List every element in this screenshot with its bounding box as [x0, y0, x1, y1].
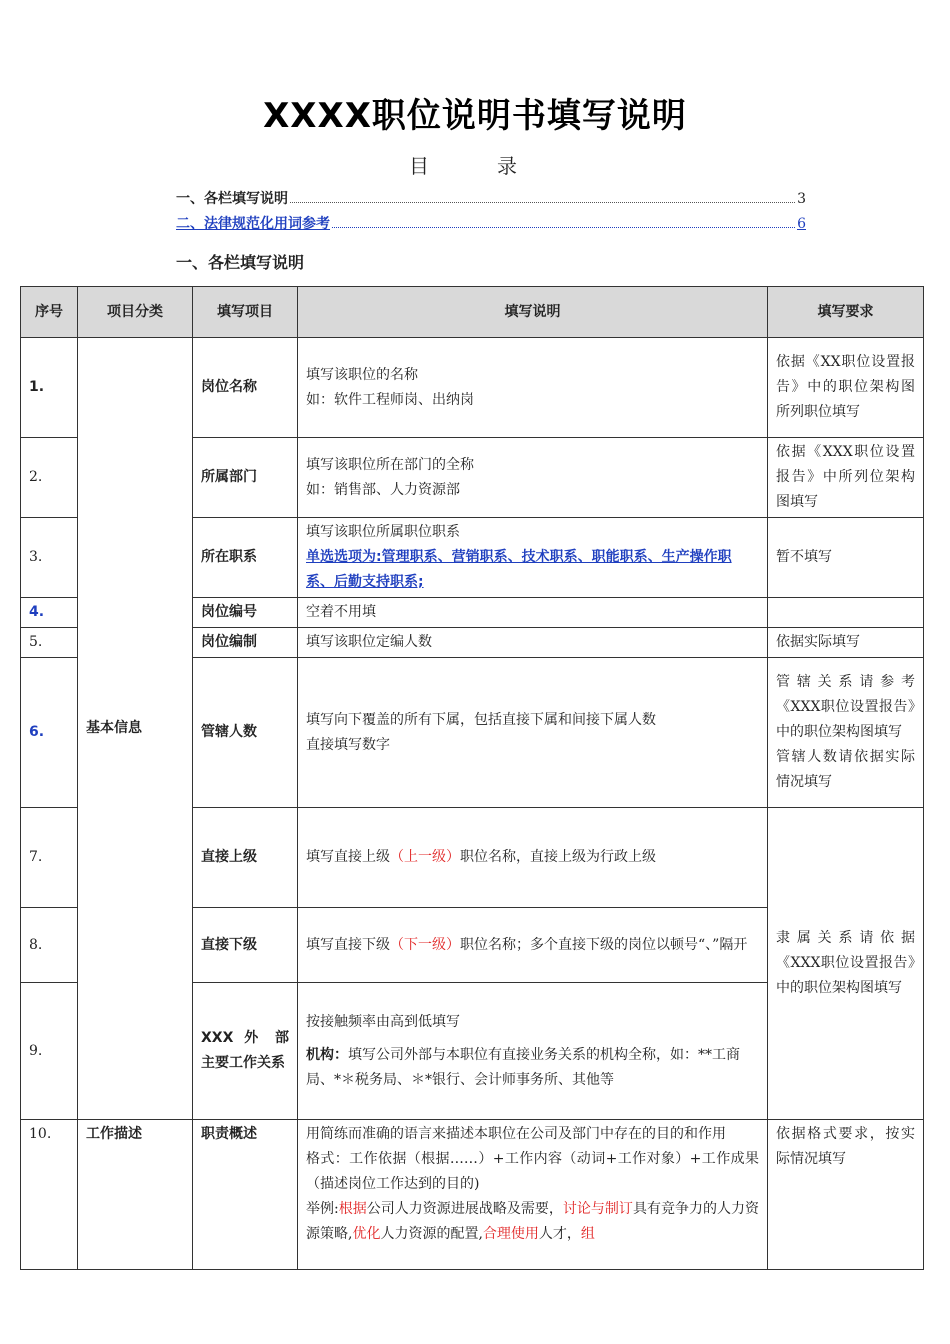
description-label: 机构：	[306, 1046, 348, 1063]
example-line	[306, 1197, 759, 1247]
row-number: 10.	[21, 1120, 78, 1270]
row-number: 7.	[21, 808, 78, 908]
toc-leader	[332, 227, 795, 228]
highlight-text: 优化	[352, 1226, 381, 1242]
category-cell: 基本信息	[78, 338, 193, 1120]
requirement-cell: 隶属关系请依据《XXX职位设置报告》中的职位架构图填写	[768, 808, 924, 1120]
description-cell	[298, 983, 768, 1120]
description-line: 按接触频率由高到低填写	[306, 1013, 460, 1030]
item-cell: XXX 外 部 主要工作关系	[193, 983, 298, 1120]
description-cell	[298, 658, 768, 808]
row-number: 4.	[21, 598, 78, 628]
example-label: 举例:	[306, 1201, 339, 1217]
section-heading: 一、各栏填写说明	[176, 253, 305, 272]
item-cell: 所在职系	[193, 518, 298, 598]
highlight-text: （下一级）	[390, 936, 460, 953]
item-cell: 岗位名称	[193, 338, 298, 438]
description-cell: 空着不用填	[298, 598, 768, 628]
toc-page-number: 3	[797, 191, 806, 207]
requirement-cell: 依据格式要求，按实际情况填写	[768, 1120, 924, 1270]
item-cell: 岗位编制	[193, 628, 298, 658]
description-text: 公司人力资源进展战略及需要，	[366, 1201, 563, 1217]
highlight-text: （上一级）	[390, 849, 460, 865]
requirement-line: 管辖关系请参考《XXX职位设置报告》中的职位架构图填写	[776, 674, 915, 740]
description-line: 填写该职位所属职位职系	[306, 524, 460, 540]
row-number: 9.	[21, 983, 78, 1120]
toc-page-number: 6	[797, 216, 806, 232]
row-number: 2.	[21, 438, 78, 518]
description-line: 用简练而准确的语言来描述本职位在公司及部门中存在的目的和作用	[306, 1126, 726, 1142]
toc-leader	[290, 202, 795, 203]
header-requirement: 填写要求	[768, 287, 924, 338]
row-number: 8.	[21, 908, 78, 983]
highlight-text: 组	[580, 1226, 595, 1242]
header-category: 项目分类	[78, 287, 193, 338]
description-text: 填写直接下级	[306, 936, 390, 953]
description-line: 填写该职位的名称	[306, 366, 418, 383]
description-line: 填写该职位所在部门的全称	[306, 456, 474, 473]
requirement-cell	[768, 658, 924, 808]
description-cell	[298, 518, 768, 598]
table-row	[21, 338, 924, 438]
description-text: 填写公司外部与本职位有直接业务关系的机构全称，如：**工商局、*＊税务局、＊*银行、会计师事务所、其他等	[306, 1046, 740, 1088]
requirement-line: 管辖人数请依据实际情况填写	[776, 749, 915, 790]
description-line: 直接填写数字	[306, 736, 390, 753]
description-text: 填写直接上级	[306, 849, 390, 865]
description-line: 格式：工作依据（根据……）+工作内容（动词+工作对象）+工作成果（描述岗位工作达到的目的)	[306, 1151, 759, 1192]
description-cell: 填写该职位定编人数	[298, 628, 768, 658]
description-cell	[298, 908, 768, 983]
requirement-cell	[768, 598, 924, 628]
row-number: 1.	[21, 338, 78, 438]
item-cell: 直接上级	[193, 808, 298, 908]
option-link[interactable]: 单选选项为:管理职系、营销职系、技术职系、职能职系、生产操作职系、后勤支持职系;	[306, 549, 732, 590]
table-row	[21, 1120, 924, 1270]
item-cell: 岗位编号	[193, 598, 298, 628]
header-description: 填写说明	[298, 287, 768, 338]
table-header-row	[21, 287, 924, 338]
highlight-text: 讨论与制订	[562, 1201, 633, 1217]
description-text: 职位名称，直接上级为行政上级	[460, 849, 656, 865]
header-no: 序号	[21, 287, 78, 338]
description-cell	[298, 338, 768, 438]
description-line: 如：软件工程师岗、出纳岗	[306, 391, 474, 408]
item-cell: 管辖人数	[193, 658, 298, 808]
toc-entry-1[interactable]	[176, 188, 806, 208]
highlight-text: 合理使用	[482, 1226, 539, 1242]
requirement-cell: 依据《XX职位设置报告》中的职位架构图所列职位填写	[768, 338, 924, 438]
category-cell: 工作描述	[78, 1120, 193, 1270]
requirement-cell: 依据《XXX职位设置报告》中所列位架构图填写	[768, 438, 924, 518]
description-line: 填写向下覆盖的所有下属，包括直接下属和间接下属人数	[306, 711, 656, 728]
row-number: 6.	[21, 658, 78, 808]
item-cell: 所属部门	[193, 438, 298, 518]
description-cell	[298, 438, 768, 518]
fill-instructions-table	[20, 286, 924, 1270]
toc-entry-2[interactable]	[176, 213, 806, 233]
highlight-text: 根据	[338, 1201, 367, 1217]
document-title: XXXX职位说明书填写说明	[263, 96, 687, 136]
description-text: 人才，	[538, 1226, 581, 1242]
row-number: 5.	[21, 628, 78, 658]
description-line: 如：销售部、人力资源部	[306, 481, 460, 498]
toc-entry-label: 一、各栏填写说明	[176, 191, 288, 207]
requirement-cell: 依据实际填写	[768, 628, 924, 658]
description-text: 职位名称；多个直接下级的岗位以顿号“、”隔开	[460, 936, 748, 953]
description-text: 人力资源的配置,	[380, 1226, 483, 1242]
toc-heading: 目 录	[409, 154, 541, 178]
header-item: 填写项目	[193, 287, 298, 338]
row-number: 3.	[21, 518, 78, 598]
toc-entry-label: 二、法律规范化用词参考	[176, 216, 330, 232]
description-cell	[298, 808, 768, 908]
requirement-cell: 暂不填写	[768, 518, 924, 598]
item-cell: 直接下级	[193, 908, 298, 983]
description-text: 具有竞争力的人力资源策略,	[306, 1201, 760, 1242]
item-cell: 职责概述	[193, 1120, 298, 1270]
description-cell	[298, 1120, 768, 1270]
